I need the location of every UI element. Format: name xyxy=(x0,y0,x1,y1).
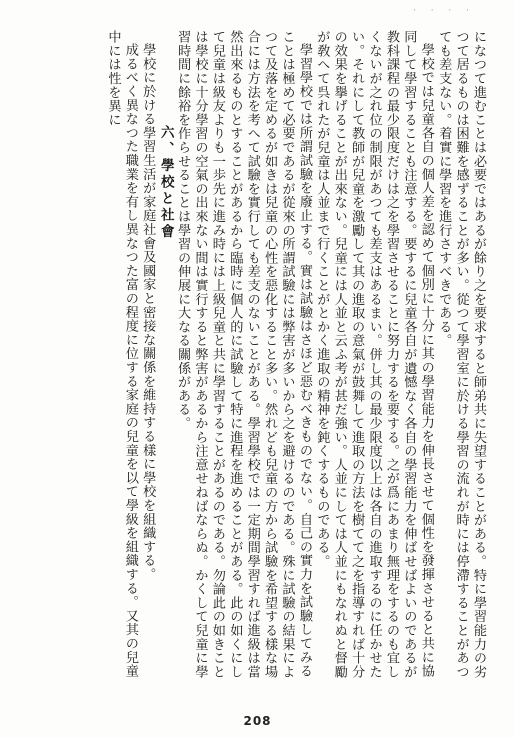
vertical-text-body xyxy=(27,30,487,685)
paragraph-continuation: になつて進むことは必要ではあるが餘り之を要求すると師弟共に失望することがある。特に學習能力の劣つて居るものは困難を感ずることが多い。從つて學習室に於ける學習の流れが時には停滯することがあつても差支ない。着實に學習を進行さすべきである。 xyxy=(436,30,486,679)
page-number: 208 xyxy=(243,714,272,728)
section-heading: 六、學校と社會 xyxy=(157,125,174,241)
paragraph-school-society: 學校に於ける學習生活が家庭社會及國家と密接な關係を維持する樣に學校を組織する。 xyxy=(140,43,156,582)
paragraph-examinations: 學習學校では所謂試驗を廢止する。實は試驗はさほど惡むべきものでない。自己の實力を試驗してみることは極めて必要であるが從來の所謂試驗には弊害が多いから之を避けるのである。殊に試驗の結果によつて及落を定めるが如きは兒童の心性を惡化すること多い。然れども兒童の方から試驗を希望する樣な場合には方法を考へて試驗を實行しても差支のないことがある。學習學校では一定期間學習すれば進級は當然出來るものとすることがあるから臨時に個人的に試驗して特に進程を進めることがある。此の如くにして兒童は級友よりも一歩先に進み時には上級兒童と共に學習することがあるのである。勿論此の如きことは學校に十分學習の空氣の出來ない間は實行すると弊害があるから注意せねばならぬ。かくして兒童に學習時間に餘裕を作らせることは學習の伸展に大なる關係がある。 xyxy=(175,30,312,679)
paragraph-individual-differences: 學校では兒童各自の個人差を認めて個別に十分に其の學習能力を伸長させて個性を發揮させると共に協同して學習することも注意する。要するに兒童各自が遺憾なく各自の學習能力を伸ばせばよいのであるが教科課程の最少限度だけは之を學習させることに努力するを要する。之が爲にあまり無理をするのも宜しくないが之れ位の制限があつても差支はあるまい。併し其の最少限度以上は各自の進取するのに任かせたい。それにして教師が兒童を激勵して其の進取の意氣が鼓舞して進取の方法を樹てて之を指導すれば十分の效果を擧げることが出來ない。兒童には人並と云ふ考が甚だ強い。人並にしては人並にもなれぬと督勵が敎へて呉れたが兒童は人並まで行くことがとかく進取の精神を鈍くするものである。 xyxy=(314,30,434,679)
paragraph-class-organization: 成るべく異なつた職業を有し異なつた富の程度に位する家庭の兒童を以て學級を組織する。又其の兒童中には性を異に xyxy=(105,30,138,678)
scan-specks: · · · · xyxy=(412,6,475,16)
